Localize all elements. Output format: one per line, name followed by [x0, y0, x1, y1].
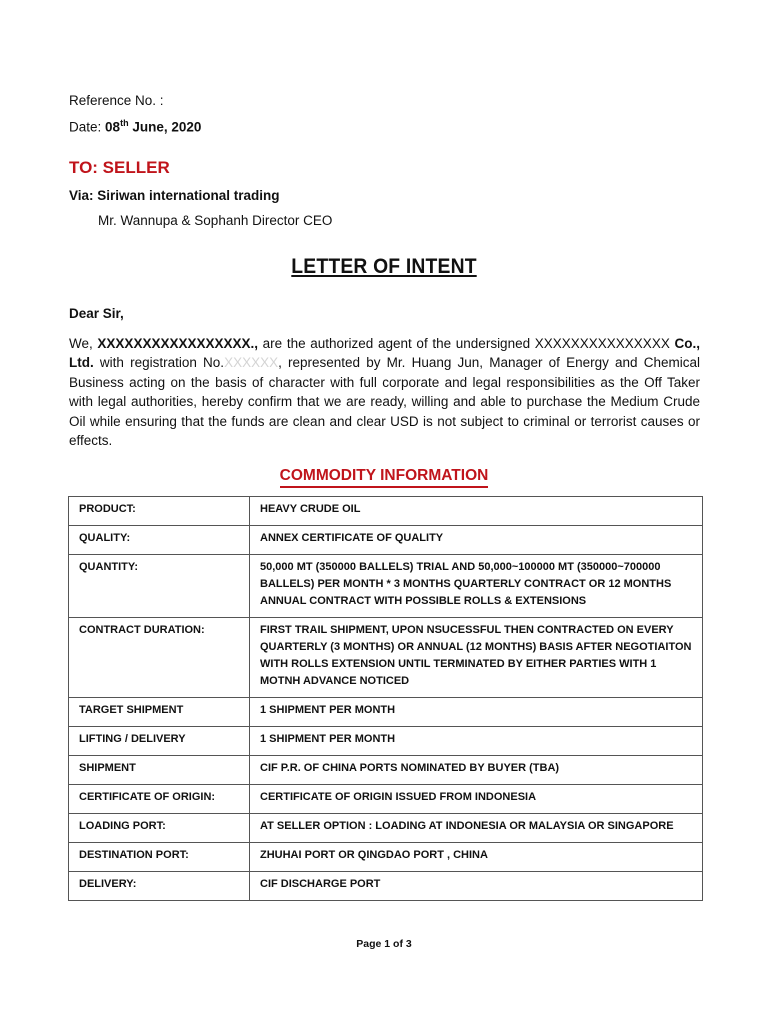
salutation: Dear Sir,	[69, 306, 124, 321]
row-value: AT SELLER OPTION : LOADING AT INDONESIA OR MALAYSIA OR SINGAPORE	[250, 814, 703, 843]
row-value: 1 SHIPMENT PER MONTH	[250, 698, 703, 727]
table-row	[69, 698, 703, 727]
body-text-a: We,	[69, 336, 98, 351]
row-value: 1 SHIPMENT PER MONTH	[250, 727, 703, 756]
date-suffix: th	[120, 118, 129, 128]
agent-company-name: XXXXXXXXXXXXXXXXX.,	[97, 336, 258, 351]
table-row	[69, 526, 703, 555]
row-value: HEAVY CRUDE OIL	[250, 497, 703, 526]
body-text-b: are the authorized agent of the undersigned XXXXXXXXXXXXXXX	[258, 336, 675, 351]
date-line	[69, 118, 201, 135]
table-row	[69, 872, 703, 901]
date-label: Date:	[69, 119, 102, 135]
commodity-heading	[0, 467, 768, 485]
table-row	[69, 814, 703, 843]
row-label: LOADING PORT:	[69, 814, 250, 843]
table-row	[69, 497, 703, 526]
table-row	[69, 785, 703, 814]
row-label: QUANTITY:	[69, 555, 250, 618]
table-row	[69, 843, 703, 872]
recipient-attention: Mr. Wannupa & Sophanh Director CEO	[98, 213, 333, 228]
reference-line: Reference No. :	[69, 93, 164, 108]
redacted-registration-number: XXXXXX	[224, 355, 279, 371]
table-row	[69, 555, 703, 618]
row-value: ANNEX CERTIFICATE OF QUALITY	[250, 526, 703, 555]
commodity-table	[68, 496, 703, 901]
date-rest: June, 2020	[132, 119, 202, 135]
recipient-via: Via: Siriwan international trading	[69, 188, 280, 203]
row-label: PRODUCT:	[69, 497, 250, 526]
row-value: FIRST TRAIL SHIPMENT, UPON NSUCESSFUL THEN CONTRACTED ON EVERY QUARTERLY (3 MONTHS) OR ANNUAL (12 MONTHS) BASIS AFTER NEGOTIAITON WITH ROLLS EXTENSION UNTIL TERMINATED BY EITHER PARTIES WITH 1 MOTNH ADVANCE NOTICED	[250, 618, 703, 698]
row-label: DESTINATION PORT:	[69, 843, 250, 872]
date-day: 08	[105, 119, 121, 135]
page-number: Page 1 of 3	[356, 938, 412, 950]
row-value: CIF DISCHARGE PORT	[250, 872, 703, 901]
row-label: CONTRACT DURATION:	[69, 618, 250, 698]
row-value: CIF P.R. OF CHINA PORTS NOMINATED BY BUYER (TBA)	[250, 756, 703, 785]
table-row	[69, 756, 703, 785]
row-label: SHIPMENT	[69, 756, 250, 785]
row-label: TARGET SHIPMENT	[69, 698, 250, 727]
row-label: DELIVERY:	[69, 872, 250, 901]
row-value: 50,000 MT (350000 BALLELS) TRIAL AND 50,000~100000 MT (350000~700000 BALLELS) PER MONTH * 3 MONTHS QUARTERLY CONTRACT OR 12 MONTHS ANNUAL CONTRACT WITH POSSIBLE ROLLS & EXTENSIONS	[250, 555, 703, 618]
row-label: CERTIFICATE OF ORIGIN:	[69, 785, 250, 814]
row-label: LIFTING / DELIVERY	[69, 727, 250, 756]
row-value: CERTIFICATE OF ORIGIN ISSUED FROM INDONESIA	[250, 785, 703, 814]
recipient-heading: TO: SELLER	[69, 158, 170, 177]
table-row	[69, 618, 703, 698]
table-row	[69, 727, 703, 756]
body-text-c: with registration No.	[93, 355, 225, 371]
commodity-table-body	[69, 497, 703, 901]
commodity-heading-text: COMMODITY INFORMATION	[280, 467, 489, 488]
company-suffix: Co., Ltd.	[69, 336, 700, 371]
body-text-d: , represented by Mr. Huang Jun, Manager of Energy and Chemical Business acting on the basis of character with full corporate and legal responsibilities as the Off Taker with legal authorities, hereby confirm that we are ready, willing and able to purchase the Medium Crude Oil while ensuring that the funds are clean and clear USD is not subject to criminal or terrorist causes or effects.	[69, 355, 700, 449]
document-title: LETTER OF INTENT	[291, 255, 477, 278]
body-paragraph	[69, 334, 700, 450]
row-value: ZHUHAI PORT OR QINGDAO PORT , CHINA	[250, 843, 703, 872]
row-label: QUALITY:	[69, 526, 250, 555]
